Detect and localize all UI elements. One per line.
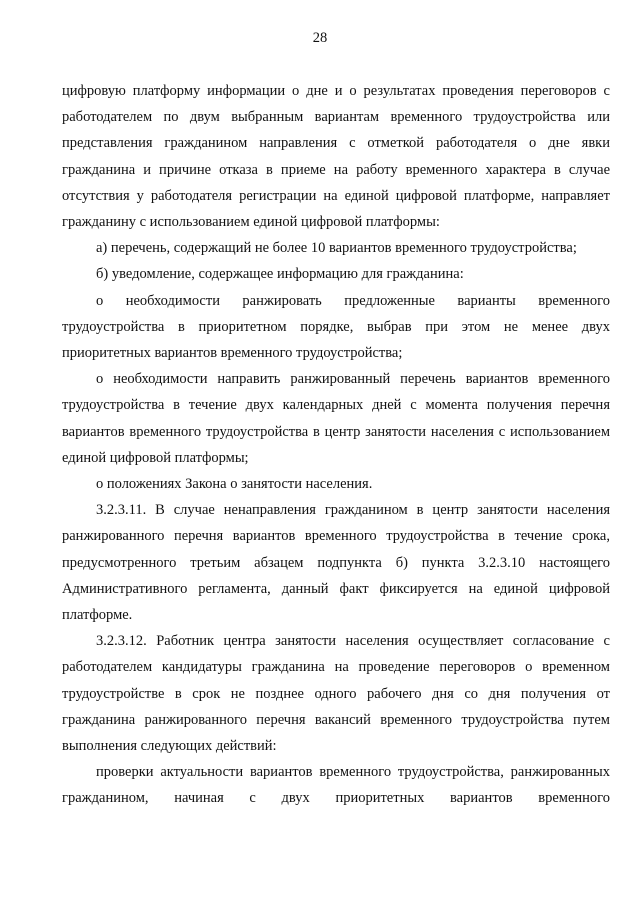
page-number: 28 (312, 30, 328, 46)
paragraph-verification: проверки актуальности вариантов временного трудоустройства, ранжированных гражданином, начиная с двух приоритетных вариантов временного (62, 764, 610, 807)
paragraph-3-2-3-12: 3.2.3.12. Работник центра занятости населения осуществляет согласование с работодателем кандидатуры гражданина на проведение переговоров о временном трудоустройстве в срок не позднее одного рабочего дня со дня получения от гражданина ранжированного перечня вакансий временного трудоустройства путем выполнения следующих действий: (62, 633, 610, 755)
paragraph-continuation: цифровую платформу информации о дне и о результатах проведения переговоров с работодателем по двум выбранным вариантам временного трудоустройства или представления гражданином направления с отметкой работодателя о дне явки гражданина и причине отказа в приеме на работу временного характера в случае отсутствия у работодателя регистрации на единой цифровой платформе, направляет гражданину с использованием единой цифровой платформы: (62, 83, 610, 231)
paragraph-item-a: а) перечень, содержащий не более 10 вариантов временного трудоустройства; (96, 240, 577, 257)
paragraph-item-b: б) уведомление, содержащее информацию для гражданина: (96, 266, 464, 283)
body-text (62, 78, 610, 812)
paragraph-3-2-3-11: 3.2.3.11. В случае ненаправления гражданином в центр занятости населения ранжированного перечня вариантов временного трудоустройства в течение срока, предусмотренного третьим абзацем подпункта б) пункта 3.2.3.10 настоящего Административного регламента, данный факт фиксируется на единой цифровой платформе. (62, 502, 610, 624)
paragraph-rank-requirement: о необходимости ранжировать предложенные варианты временного трудоустройства в приоритетном порядке, выбрав при этом не менее двух приоритетных вариантов временного трудоустройства; (62, 292, 610, 362)
paragraph-law-provisions: о положениях Закона о занятости населения. (96, 476, 373, 493)
paragraph-send-requirement: о необходимости направить ранжированный перечень вариантов временного трудоустройства в течение двух календарных дней с момента получения перечня вариантов временного трудоустройства в центр занятости населения с использованием единой цифровой платформы; (62, 371, 610, 466)
